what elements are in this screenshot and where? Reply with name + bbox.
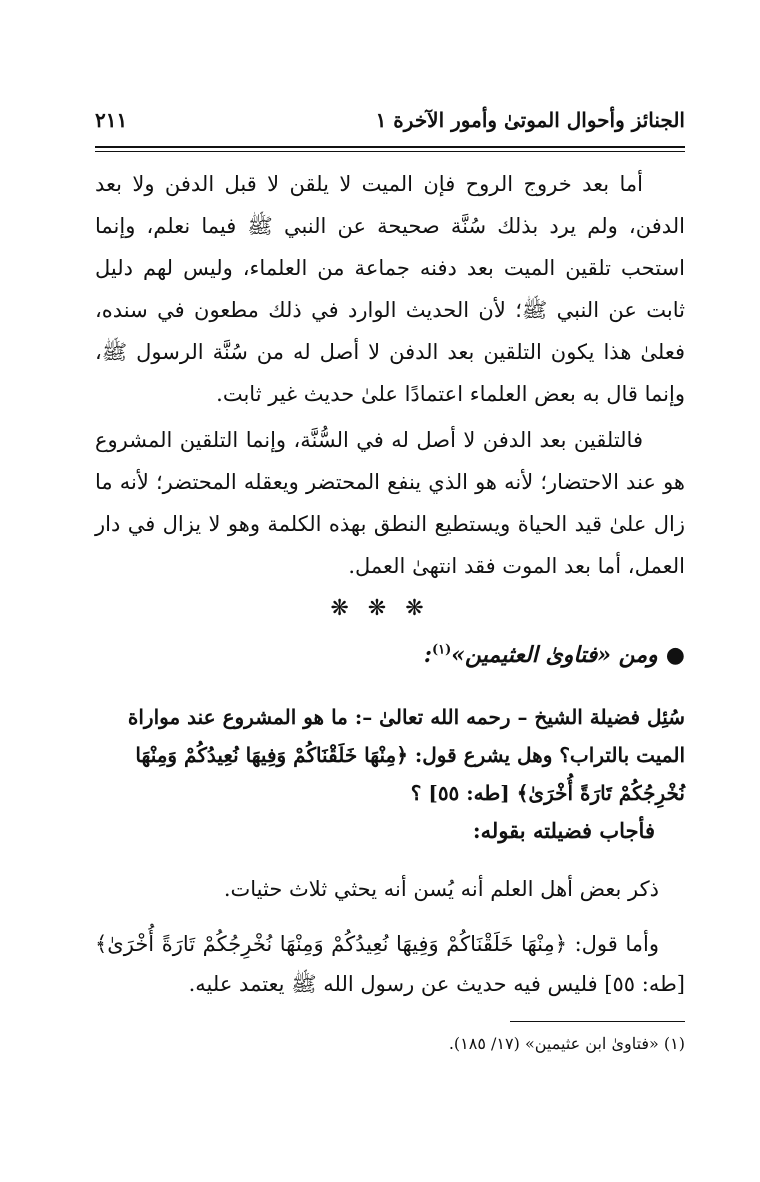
running-title: الجنائز وأحوال الموتىٰ وأمور الآخرة ١ <box>375 108 685 132</box>
footnote: (١) «فتاوىٰ ابن عثيمين» (١٧/ ١٨٥). <box>448 1034 685 1053</box>
header-rule-thin <box>95 151 685 152</box>
source-title: ومن «فتاوىٰ العثيمين» <box>451 642 658 668</box>
answer-heading: فأجاب فضيلته بقوله: <box>472 818 655 843</box>
footnote-ref: (١) <box>432 642 452 658</box>
bullet-icon: ● <box>665 642 685 668</box>
fatwa-question: سُئِل فضيلة الشيخ – رحمه الله تعالىٰ –: ما هو المشروع عند مواراة الميت بالتراب؟ وهل يشرع قول: ﴿مِنْهَا خَلَقْنَاكُمْ وَفِيهَا نُعِيدُكُمْ وَمِنْهَا نُخْرِجُكُمْ تَارَةً أُخْرَىٰ﴾ [طه: ٥٥] ؟ <box>127 705 685 805</box>
footnote-rule <box>510 1021 685 1022</box>
paragraph-2: فالتلقين بعد الدفن لا أصل له في السُّنَّة، وإنما التلقين المشروع هو عند الاحتضار؛ لأنه هو الذي ينفع المحتضر ويعقله المحتضر؛ لأنه ما زال علىٰ قيد الحياة ويستطيع النطق بهذه الكلمة وهو لا يزال في دار العمل، أما بعد الموت فقد انتهىٰ العمل. <box>95 428 685 578</box>
paragraph-1: أما بعد خروج الروح فإن الميت لا يلقن لا قبل الدفن ولا بعد الدفن، ولم يرد بذلك سُنَّة صحيحة عن النبي ﷺ فيما نعلم، وإنما استحب تلقين الميت بعد دفنه جماعة من العلماء، وليس لهم دليل ثابت عن النبي ﷺ؛ لأن الحديث الوارد في ذلك مطعون في سنده، فعلىٰ هذا يكون التلقين بعد الدفن لا أصل له من سُنَّة الرسول ﷺ، وإنما قال به بعض العلماء اعتمادًا علىٰ حديث غير ثابت. <box>95 172 685 406</box>
page-number: ٢١١ <box>95 108 128 132</box>
page-header <box>95 108 685 132</box>
header-rule-thick <box>95 146 685 148</box>
answer-line-2: وأما قول: ﴿مِنْهَا خَلَقْنَاكُمْ وَفِيهَا نُعِيدُكُمْ وَمِنْهَا نُخْرِجُكُمْ تَارَةً أُخْرَىٰ﴾ [طه: ٥٥] فليس فيه حديث عن رسول الله ﷺ يعتمد عليه. <box>95 932 685 996</box>
source-colon: : <box>423 642 432 668</box>
answer-line-1: ذكر بعض أهل العلم أنه يُسن أنه يحثي ثلاث حثيات. <box>223 877 659 901</box>
section-separator: ❋ ❋ ❋ <box>330 596 430 621</box>
source-heading <box>95 642 685 668</box>
